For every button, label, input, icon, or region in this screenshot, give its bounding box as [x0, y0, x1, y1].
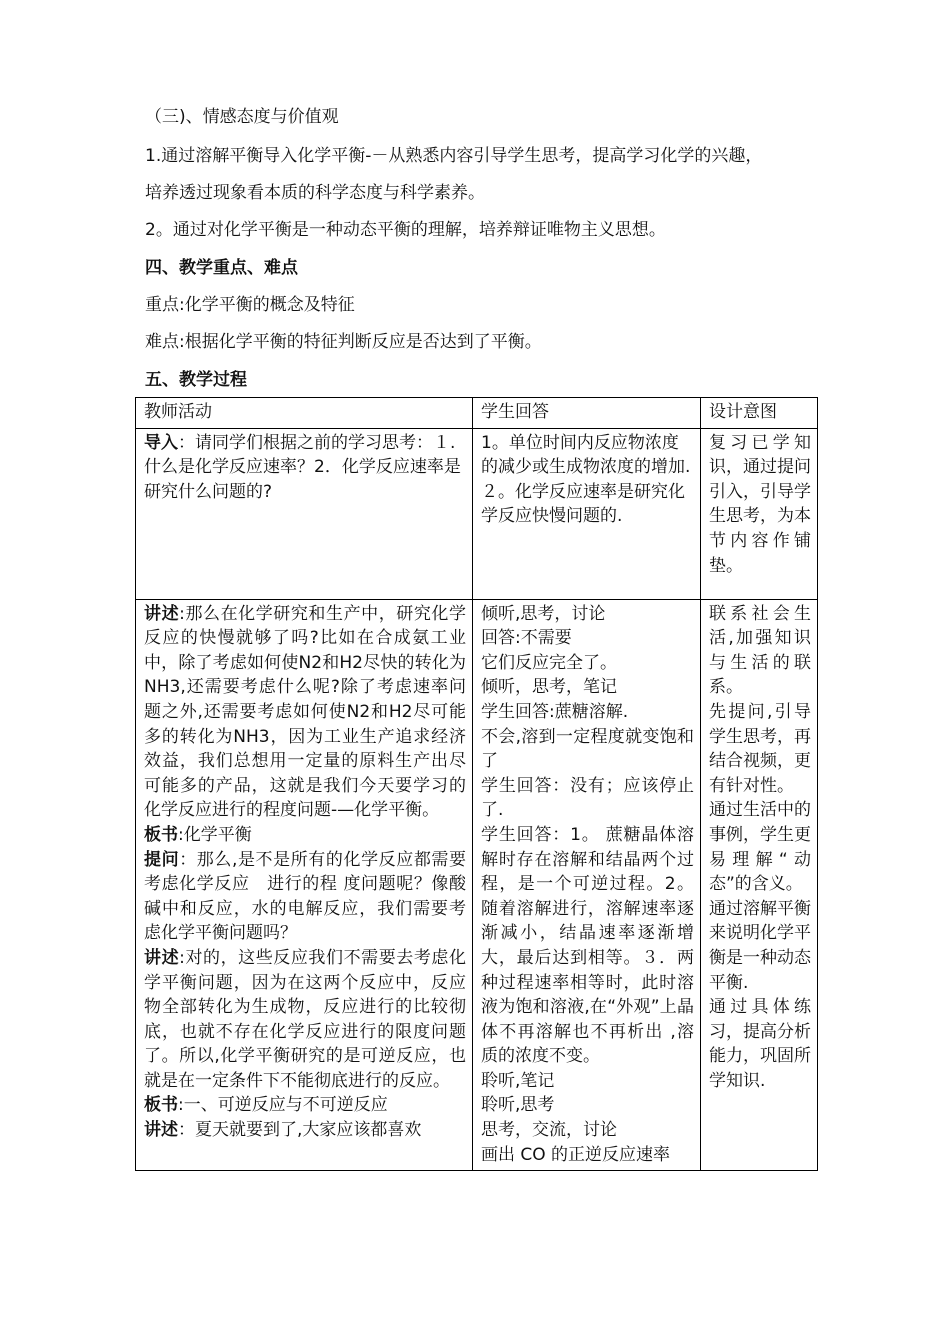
teacher-label: 讲述: [144, 1120, 178, 1141]
teacher-paragraph: [144, 433, 461, 502]
table-row: [136, 428, 818, 599]
student-line: 画出 CO 的正逆反应速率: [481, 1144, 671, 1165]
teacher-cell: [136, 428, 473, 599]
teacher-text: :那么在化学研究和生产中，研究化学反应的快慢就够了吗?比如在合成氨工业中，除了考虑如何使N2和H2尽快的转化为NH3,还需要考虑什么呢?除了考虑速率问题之外,还需要考虑如何使N2和H2尽可能多的转化为NH3，因为工业生产追求经济效益，我们总想用一定量的原料生产出尽可能多的产品，这就是我们今天要学习的化学反应进行的程度问题-—化学平衡。: [144, 603, 466, 821]
teacher-paragraph: [144, 602, 466, 823]
intent-cell: [701, 599, 818, 1171]
student-line: 聆听,思考: [481, 1095, 555, 1116]
teacher-paragraph: [144, 848, 466, 946]
intent-line: 联系社会生活,加强知识与生活的联系。: [709, 603, 811, 698]
student-line: 学生回答：1。 蔗糖晶体溶解时存在溶解和结晶两个过程，是一个可逆过程。2。 随着溶解进行，溶解速率逐渐减小，结晶速率逐渐增大，最后达到相等。３．两种过程速率相等时，此时溶液为饱和溶液,在“外观”上晶体不再溶解也不再析出 ,溶质的浓度不变。: [481, 824, 694, 1067]
student-line: ２。化学反应速率是研究化学反应快慢问题的.: [481, 481, 685, 527]
intent-line: 通过具体练习，提高分析能力，巩固所学知识.: [709, 997, 811, 1091]
teacher-cell: [136, 599, 473, 1171]
intent-line: 通过生活中的事例，学生更易理解“动态”的含义。: [709, 800, 811, 895]
process-heading: 五、教学过程: [145, 370, 247, 390]
intent-line: 先提问,引导学生思考，再结合视频，更有针对性。: [709, 701, 811, 796]
focus-difficulty: 难点:根据化学平衡的特征判断反应是否达到了平衡。: [145, 332, 542, 352]
student-cell: [473, 599, 701, 1171]
table-header-row: [136, 398, 818, 429]
teacher-label: 板书: [144, 824, 178, 845]
student-cell: [473, 428, 701, 599]
header-teacher-activity: 教师活动: [136, 398, 473, 429]
student-line: 学生回答:蔗糖溶解.: [481, 701, 629, 722]
attitude-item-1-line-1: 1.通过溶解平衡导入化学平衡-－从熟悉内容引导学生思考，提高学习化学的兴趣，: [145, 146, 763, 166]
student-line: 回答:不需要: [481, 628, 572, 649]
teacher-text: ：那么,是不是所有的化学反应都需要考虑化学反应 进行的程 度问题呢？像酸碱中和反应，水的电解反应，我们需要考虑化学平衡问题吗？: [144, 849, 467, 944]
student-line: 学生回答：没有；应该停止了.: [481, 775, 694, 821]
teacher-text: :对的，这些反应我们不需要去考虑化学平衡问题，因为在这两个反应中，反应物全部转化为生成物，反应进行的比较彻底，也就不存在化学反应进行的限度问题了。所以,化学平衡研究的是可逆反应，也就是在一定条件下不能彻底进行的反应。: [144, 947, 466, 1091]
teacher-paragraph: [144, 946, 466, 1094]
header-design-intent: 设计意图: [701, 398, 818, 429]
student-line: 不会,溶到一定程度就变饱和了: [481, 726, 694, 772]
intent-cell: 复习已学知识，通过提问引入，引导学生思考，为本节内容作铺垫。: [701, 428, 818, 599]
teacher-text: ：夏天就要到了,大家应该都喜欢: [178, 1120, 422, 1141]
teacher-label: 提问: [144, 849, 180, 870]
header-student-response: 学生回答: [473, 398, 701, 429]
attitude-item-2: 2。通过对化学平衡是一种动态平衡的理解，培养辩证唯物主义思想。: [145, 220, 666, 240]
student-line: 思考，交流，讨论: [481, 1120, 617, 1141]
teacher-label: 讲述: [144, 603, 180, 624]
intent-line: 通过溶解平衡来说明化学平衡是一种动态平衡.: [709, 898, 811, 993]
teacher-label: 讲述: [144, 947, 180, 968]
teacher-text-intro: ：请同学们根据之前的学习思考：１.什么是化学反应速率？2．化学反应速率是研究什么问题的?: [144, 432, 461, 502]
student-line: 1。单位时间内反应物浓度的减少或生成物浓度的增加.: [481, 432, 691, 478]
teacher-paragraph: [144, 1093, 466, 1118]
teacher-label: 板书: [144, 1095, 178, 1116]
student-line: 聆听,笔记: [481, 1070, 555, 1091]
student-line: 它们反应完全了。: [481, 652, 617, 673]
teacher-paragraph: [144, 823, 466, 848]
teacher-text: :化学平衡: [178, 824, 252, 845]
focus-heading: 四、教学重点、难点: [145, 258, 298, 278]
teacher-paragraph: [144, 1118, 466, 1143]
attitude-heading: （三)、情感态度与价值观: [145, 107, 339, 127]
student-line: 倾听,思考，讨论: [481, 603, 606, 624]
attitude-item-1-line-2: 培养透过现象看本质的科学态度与科学素养。: [145, 183, 485, 203]
teacher-label-intro: 导入: [144, 432, 178, 453]
teaching-process-table: [135, 397, 818, 1171]
focus-key-point: 重点:化学平衡的概念及特征: [145, 295, 355, 315]
table-row: [136, 599, 818, 1171]
student-line: 倾听，思考，笔记: [481, 677, 617, 698]
teacher-text: :一、可逆反应与不可逆反应: [178, 1095, 388, 1116]
